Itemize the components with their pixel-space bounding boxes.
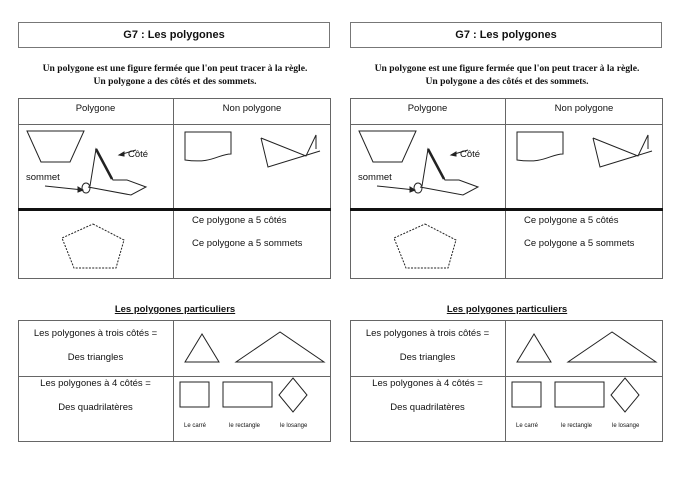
label-sommet: sommet <box>26 172 60 183</box>
header-polygone: Polygone <box>75 103 116 114</box>
row1-line2: Des triangles <box>399 352 456 363</box>
label-carre: Le carré <box>516 423 539 429</box>
label-sommet: sommet <box>358 172 392 183</box>
row2-line1: Les polygones à 4 côtés = <box>40 378 151 389</box>
label-carre: Le carré <box>184 423 207 429</box>
pentagon-sommets-text: Ce polygone a 5 sommets <box>524 238 635 249</box>
intro-line-2: Un polygone a des côtés et des sommets. <box>93 76 257 87</box>
row2-line2: Des quadrilatères <box>390 402 465 413</box>
pentagon-cotes-text: Ce polygone a 5 côtés <box>192 215 287 226</box>
non-polygon-open <box>261 135 316 156</box>
section-title-particuliers: Les polygones particuliers <box>446 304 568 315</box>
header-polygone: Polygone <box>407 103 448 114</box>
intro-line-1: Un polygone est une figure fermée que l'on peut tracer à la règle. <box>42 63 308 74</box>
curved-shape <box>185 132 231 161</box>
label-cote: Côté <box>460 149 481 160</box>
trapezoid-shape <box>27 131 84 162</box>
pentagon-shape <box>62 224 124 268</box>
row1-line1: Les polygones à trois côtés = <box>33 328 158 339</box>
sommet-arrow <box>377 186 415 190</box>
thick-divider <box>18 208 331 211</box>
sommet-circle <box>82 183 90 193</box>
row2-line1: Les polygones à 4 côtés = <box>372 378 483 389</box>
label-losange: le losange <box>612 423 640 429</box>
pentagon-sommets-text: Ce polygone a 5 sommets <box>192 238 303 249</box>
rhombus-shape <box>279 378 307 412</box>
lesson-card-left <box>18 22 332 444</box>
thick-divider <box>350 208 663 211</box>
label-losange: le losange <box>280 423 308 429</box>
lesson-card-right <box>350 22 664 444</box>
rectangle-shape <box>555 382 604 407</box>
square-shape <box>512 382 541 407</box>
triangle-obtuse <box>568 332 656 362</box>
card-title: G7 : Les polygones <box>350 22 662 48</box>
label-rectangle: le rectangle <box>229 423 261 429</box>
section-title-particuliers: Les polygones particuliers <box>114 304 236 315</box>
sommet-circle <box>414 183 422 193</box>
triangle-equilateral <box>185 334 219 362</box>
header-non-polygone: Non polygone <box>554 103 614 114</box>
non-polygon-open <box>593 135 648 156</box>
card-title: G7 : Les polygones <box>18 22 330 48</box>
row1-line1: Les polygones à trois côtés = <box>365 328 490 339</box>
curved-shape <box>517 132 563 161</box>
header-non-polygone: Non polygone <box>222 103 282 114</box>
label-rectangle: le rectangle <box>561 423 593 429</box>
pentagon-shape <box>394 224 456 268</box>
sommet-arrow <box>45 186 83 190</box>
row2-line2: Des quadrilatères <box>58 402 133 413</box>
triangle-equilateral <box>517 334 551 362</box>
pentagon-cotes-text: Ce polygone a 5 côtés <box>524 215 619 226</box>
intro-line-2: Un polygone a des côtés et des sommets. <box>425 76 589 87</box>
triangle-obtuse <box>236 332 324 362</box>
cote-highlight <box>428 149 444 179</box>
cote-highlight <box>96 149 112 179</box>
intro-line-1: Un polygone est une figure fermée que l'on peut tracer à la règle. <box>374 63 640 74</box>
rectangle-shape <box>223 382 272 407</box>
rhombus-shape <box>611 378 639 412</box>
row1-line2: Des triangles <box>67 352 124 363</box>
trapezoid-shape <box>359 131 416 162</box>
label-cote: Côté <box>128 149 149 160</box>
square-shape <box>180 382 209 407</box>
